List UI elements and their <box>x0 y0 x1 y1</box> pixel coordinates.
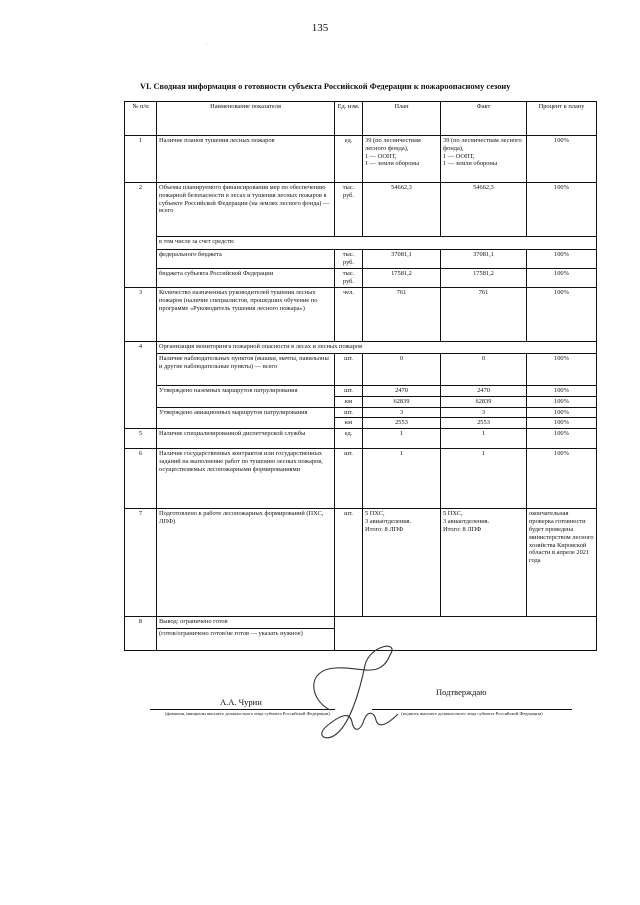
table-row <box>125 183 597 237</box>
row-percent: 100% <box>527 250 597 269</box>
table-row <box>125 342 597 354</box>
row-percent: 100% <box>527 183 597 237</box>
signature-caption-left: (фамилия, инициалы высшего должностного лица субъекта Российской Федерации) <box>165 711 330 716</box>
row-num: 4 <box>125 342 157 429</box>
row-unit: км <box>335 396 363 407</box>
row-unit: ед. <box>335 429 363 449</box>
row-unit: шт. <box>335 386 363 397</box>
scan-speck: · <box>206 42 208 47</box>
row-fact: 1 <box>441 449 527 509</box>
row-percent: 100% <box>527 136 597 183</box>
table-row <box>125 269 597 288</box>
row-fact: 37081,1 <box>441 250 527 269</box>
table-header-row <box>125 102 597 136</box>
row-name: Наличие государственных контрактов или государственных заданий на выполнение работ по тушению лесных пожаров, осуществляемых лесопожарными формированиями <box>157 449 335 509</box>
row-plan: 2553 <box>363 418 441 429</box>
row-fact: 39 (по лесничествам лесного фонда), 1 — ООПТ, 1 — земли обороны <box>441 136 527 183</box>
row-name: Количество назначенных руководителей тушения лесных пожаров (наличие специалистов, прошедших обучение по программе «Руководитель тушения лесного пожара») <box>157 288 335 342</box>
row-fact: 5 ПХС, 3 авиаотделения. Итого: 8 ЛПФ <box>441 509 527 617</box>
row-num: 6 <box>125 449 157 509</box>
row-fact: 54662,3 <box>441 183 527 237</box>
row-plan: 62839 <box>363 396 441 407</box>
row-unit: тыс. руб. <box>335 250 363 269</box>
row-name: Подготовлено к работе лесопожарных формирований (ПХС, ЛПФ) <box>157 509 335 617</box>
row-fact: 62839 <box>441 396 527 407</box>
row-plan: 3 <box>363 407 441 418</box>
row-unit: шт. <box>335 509 363 617</box>
row-unit: ед. <box>335 136 363 183</box>
readiness-table <box>124 101 597 651</box>
table-row <box>125 386 597 397</box>
row-num: 8 <box>125 617 157 651</box>
row-fact: 761 <box>441 288 527 342</box>
table-row <box>125 449 597 509</box>
row-plan: 761 <box>363 288 441 342</box>
row-fact: 2470 <box>441 386 527 397</box>
row-plan: 5 ПХС, 3 авиаотделения. Итого: 8 ЛПФ <box>363 509 441 617</box>
row-name: Вывод: ограничено готов <box>157 617 335 629</box>
handwritten-signature <box>290 640 430 750</box>
row-plan: 54662,3 <box>363 183 441 237</box>
header-percent: Процент к плану <box>527 102 597 136</box>
row-plan: 0 <box>363 354 441 386</box>
row-unit: тыс. руб. <box>335 183 363 237</box>
row-percent: 100% <box>527 396 597 407</box>
row-unit: шт. <box>335 449 363 509</box>
row-unit: тыс. руб. <box>335 269 363 288</box>
row-name: Объемы планируемого финансирования мер по обеспечению пожарной безопасности в лесах и тушения лесных пожаров в субъекте Российской Федерации (на землях лесного фонда) — всего <box>157 183 335 237</box>
row-percent: 100% <box>527 288 597 342</box>
row-name: Утверждено авиационных маршрутов патрулирования <box>157 407 335 429</box>
funding-subheader: в том числе за счет средств: <box>157 237 597 250</box>
row-name: Наличие наблюдательных пунктов (вышки, мачты, павильоны и другие наблюдательные пункты) — всего <box>157 354 335 386</box>
row-plan: 39 (по лесничествам лесного фонда), 1 — ООПТ, 1 — земли обороны <box>363 136 441 183</box>
row-percent: 100% <box>527 407 597 418</box>
header-plan: План <box>363 102 441 136</box>
table-row <box>125 617 597 629</box>
header-name: Наименование показателя <box>157 102 335 136</box>
row-plan: 37081,1 <box>363 250 441 269</box>
signature-caption-right: (подпись высшего должностного лица субъекта Российской Федерации) <box>401 711 543 716</box>
header-unit: Ед. изм. <box>335 102 363 136</box>
header-fact: Факт <box>441 102 527 136</box>
section-title: VI. Сводная информация о готовности субъекта Российской Федерации к пожароопасному сезону <box>140 82 511 91</box>
row-name: федерального бюджета <box>157 250 335 269</box>
table-subheader-row <box>125 237 597 250</box>
row-unit: шт. <box>335 354 363 386</box>
row-name: бюджета субъекта Российской Федерации <box>157 269 335 288</box>
table-row <box>125 509 597 617</box>
row-plan: 1 <box>363 429 441 449</box>
table-row <box>125 407 597 418</box>
page-number: 135 <box>311 22 329 34</box>
row-name: Утверждено наземных маршрутов патрулирования <box>157 386 335 408</box>
table-row <box>125 429 597 449</box>
row-num: 5 <box>125 429 157 449</box>
row-num: 1 <box>125 136 157 183</box>
confirm-label: Подтверждаю <box>436 687 487 697</box>
table-row <box>125 136 597 183</box>
row-plan: 1 <box>363 449 441 509</box>
row-num: 2 <box>125 183 157 288</box>
row-name: Наличие планов тушения лесных пожаров <box>157 136 335 183</box>
row-unit: чел. <box>335 288 363 342</box>
row-note: (готов/ограничено готов/не готов — указать нужное) <box>157 629 335 651</box>
header-num: № п/п <box>125 102 157 136</box>
row-name: Наличие специализированной диспетчерской службы <box>157 429 335 449</box>
row-unit: шт. <box>335 407 363 418</box>
row-percent: 100% <box>527 386 597 397</box>
row-percent: окончательная проверка готовности будет проведена министерством лесного хозяйства Кировской области в апреле 2021 года <box>527 509 597 617</box>
table-row <box>125 250 597 269</box>
row-percent: 100% <box>527 269 597 288</box>
row-fact: 2553 <box>441 418 527 429</box>
row-num: 3 <box>125 288 157 342</box>
row-percent: 100% <box>527 429 597 449</box>
row-name: Организация мониторинга пожарной опасности в лесах и лесных пожаров <box>157 342 597 354</box>
table-row <box>125 288 597 342</box>
table-row <box>125 354 597 386</box>
row-plan: 17581,2 <box>363 269 441 288</box>
row-plan: 2470 <box>363 386 441 397</box>
row-percent: 100% <box>527 418 597 429</box>
row-percent: 100% <box>527 449 597 509</box>
row-percent: 100% <box>527 354 597 386</box>
row-fact: 1 <box>441 429 527 449</box>
signatory-name: А.А. Чурин <box>220 697 262 707</box>
row-fact: 17581,2 <box>441 269 527 288</box>
row-fact: 0 <box>441 354 527 386</box>
row-num: 7 <box>125 509 157 617</box>
row-fact: 3 <box>441 407 527 418</box>
row-unit: км <box>335 418 363 429</box>
